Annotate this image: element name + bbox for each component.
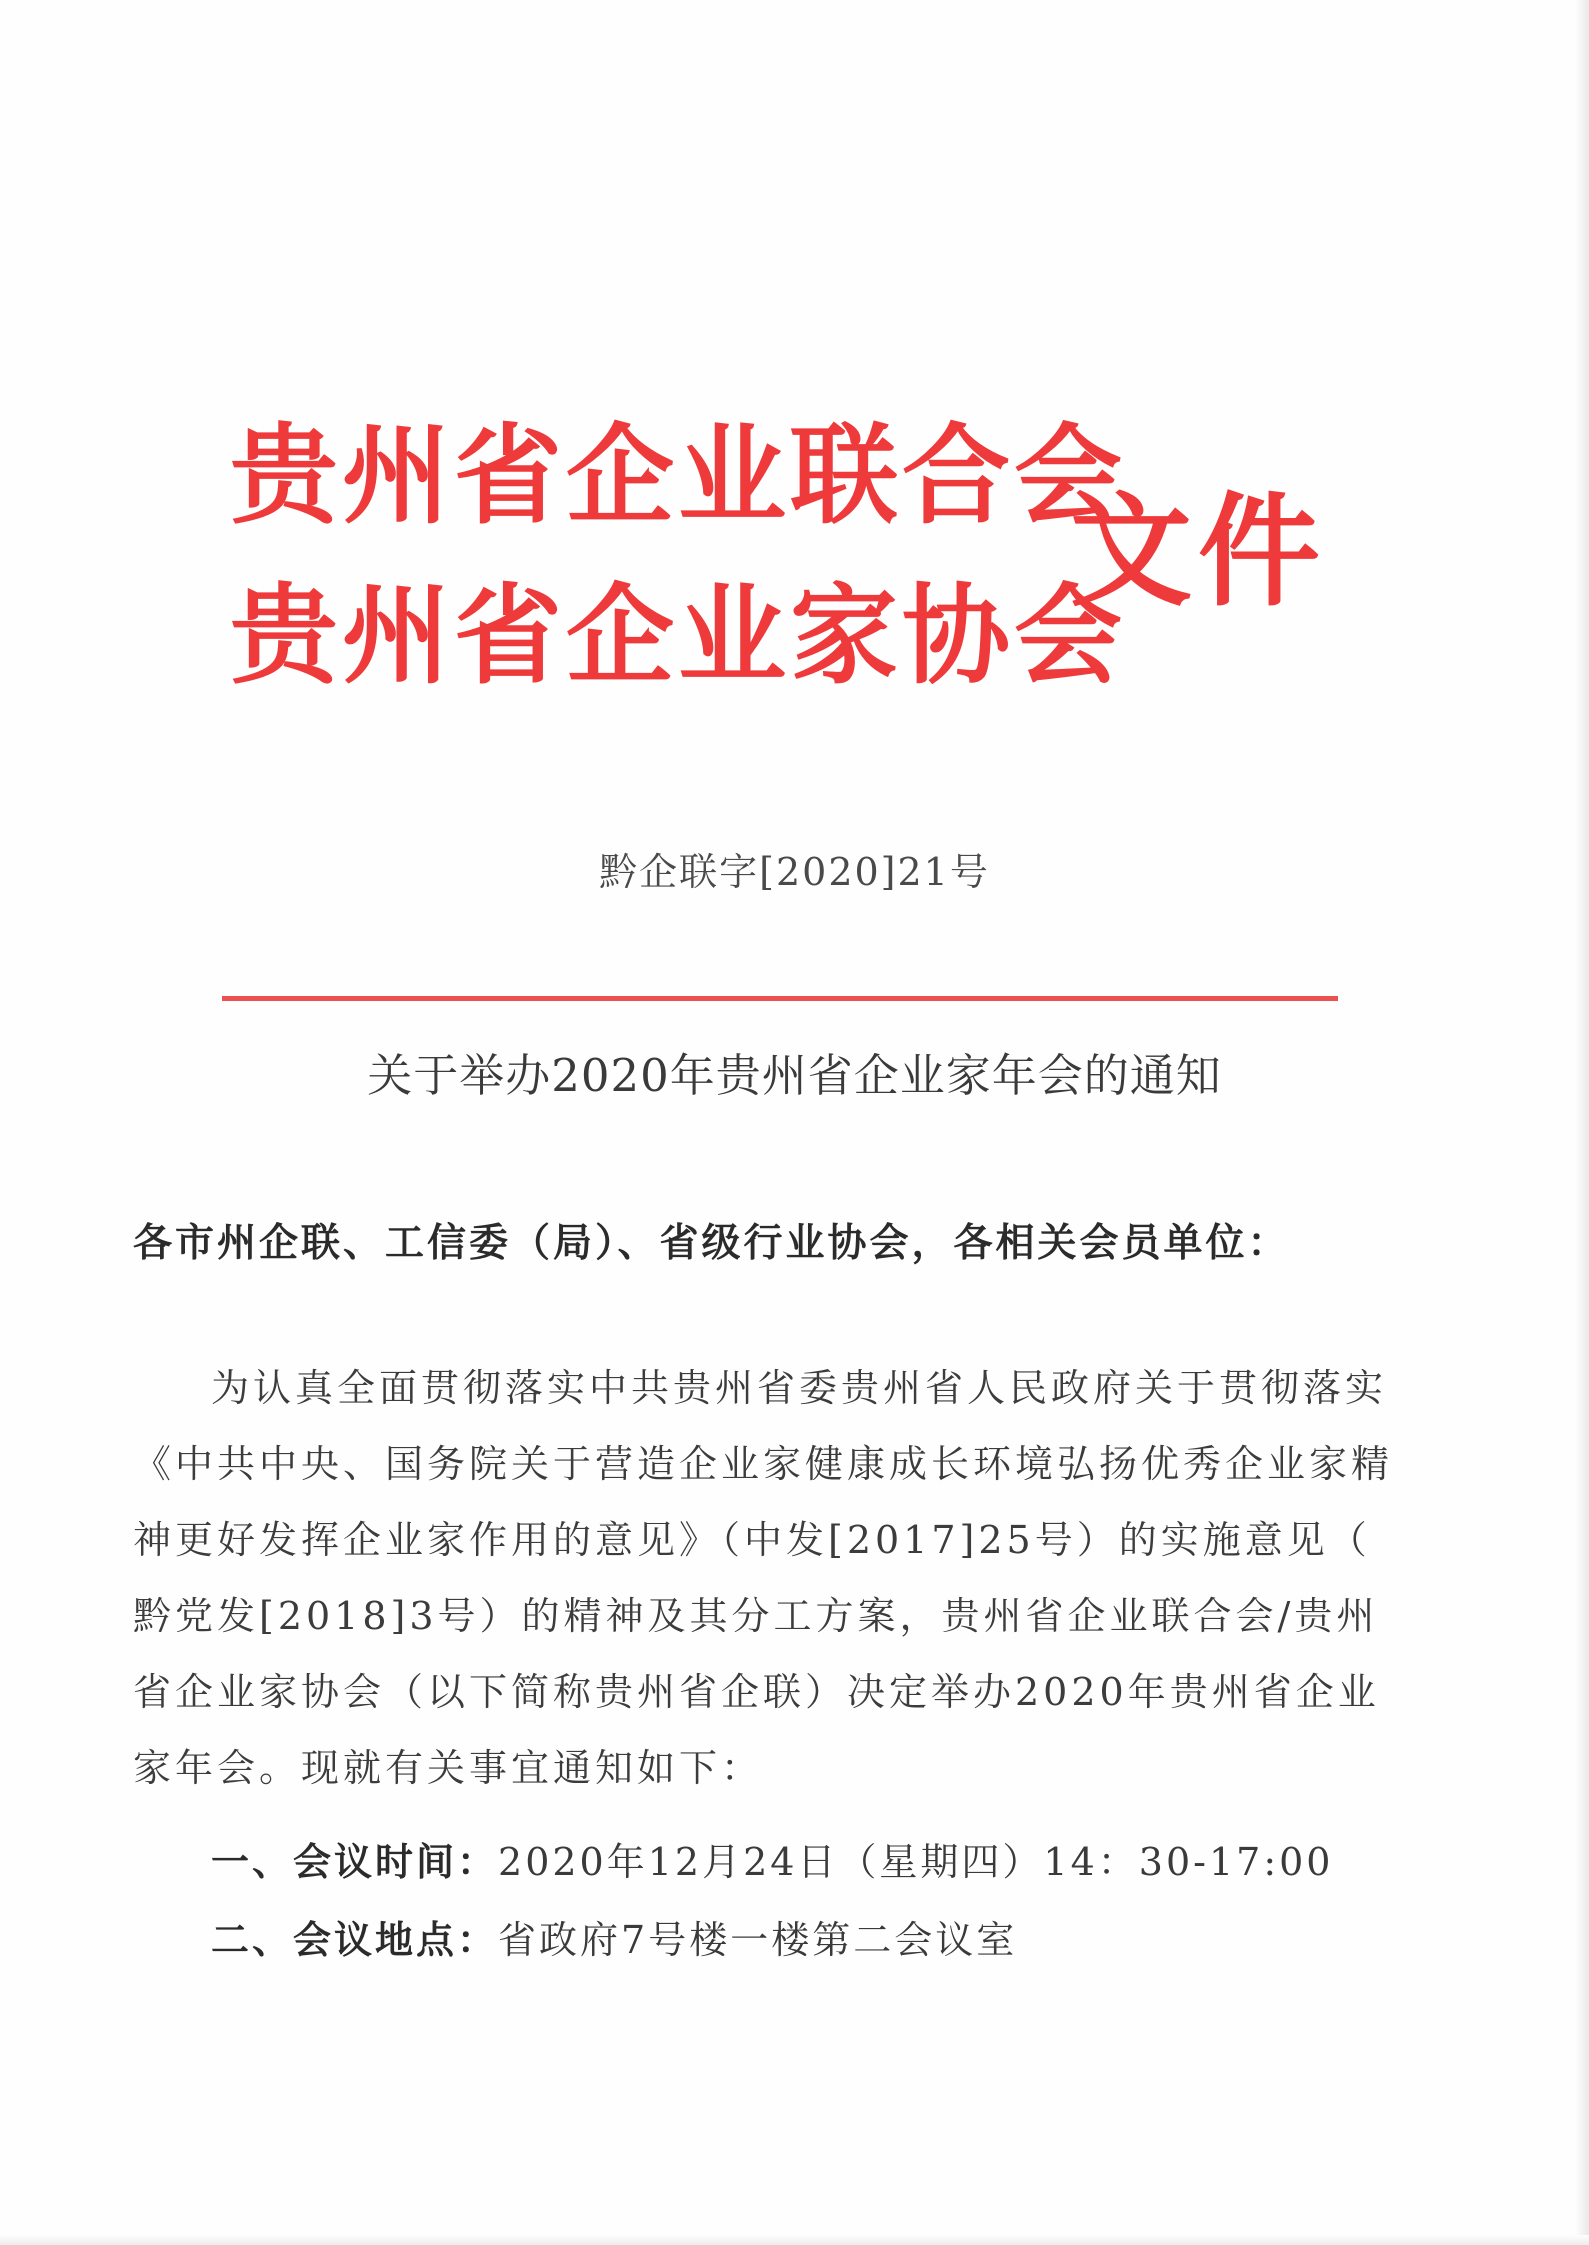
body-line: 家年会。现就有关事宜通知如下： bbox=[133, 1746, 764, 1790]
body-line: 省企业家协会（以下简称贵州省企联）决定举办2020年贵州省企业 bbox=[133, 1670, 1380, 1714]
body-paragraph bbox=[133, 1350, 1423, 1806]
meeting-location-value: 省政府7号楼一楼第二会议室 bbox=[498, 1918, 1018, 1962]
meeting-time-item bbox=[211, 1836, 1334, 1888]
red-masthead bbox=[230, 405, 1350, 715]
body-line: 黔党发[2018]3号）的精神及其分工方案，贵州省企业联合会/贵州 bbox=[133, 1594, 1379, 1638]
document-number: 黔企联字[2020]21号 bbox=[599, 850, 990, 894]
meeting-location-label: 二、会议地点： bbox=[211, 1918, 499, 1962]
red-divider-line bbox=[222, 996, 1338, 1001]
notice-title: 关于举办2020年贵州省企业家年会的通知 bbox=[367, 1049, 1222, 1102]
masthead-org-1: 贵州省企业联合会 bbox=[230, 414, 1127, 539]
body-line: 《中共中央、国务院关于营造企业家健康成长环境弘扬优秀企业家精 bbox=[133, 1442, 1394, 1486]
scan-edge-bottom bbox=[0, 2235, 1589, 2245]
masthead-suffix: 文件 bbox=[1070, 481, 1326, 623]
meeting-time-value: 2020年12月24日（星期四）14：30-17:00 bbox=[498, 1840, 1334, 1884]
masthead-org-2: 贵州省企业家协会 bbox=[230, 574, 1127, 699]
scan-edge-right bbox=[1575, 0, 1589, 2245]
meeting-time-label: 一、会议时间： bbox=[211, 1840, 499, 1884]
body-line: 神更好发挥企业家作用的意见》（中发[2017]25号）的实施意见（ bbox=[133, 1518, 1371, 1562]
body-line: 为认真全面贯彻落实中共贵州省委贵州省人民政府关于贯彻落实 bbox=[211, 1366, 1388, 1410]
salutation: 各市州企联、工信委（局）、省级行业协会，各相关会员单位： bbox=[133, 1221, 1290, 1266]
meeting-location-item bbox=[211, 1914, 1017, 1966]
